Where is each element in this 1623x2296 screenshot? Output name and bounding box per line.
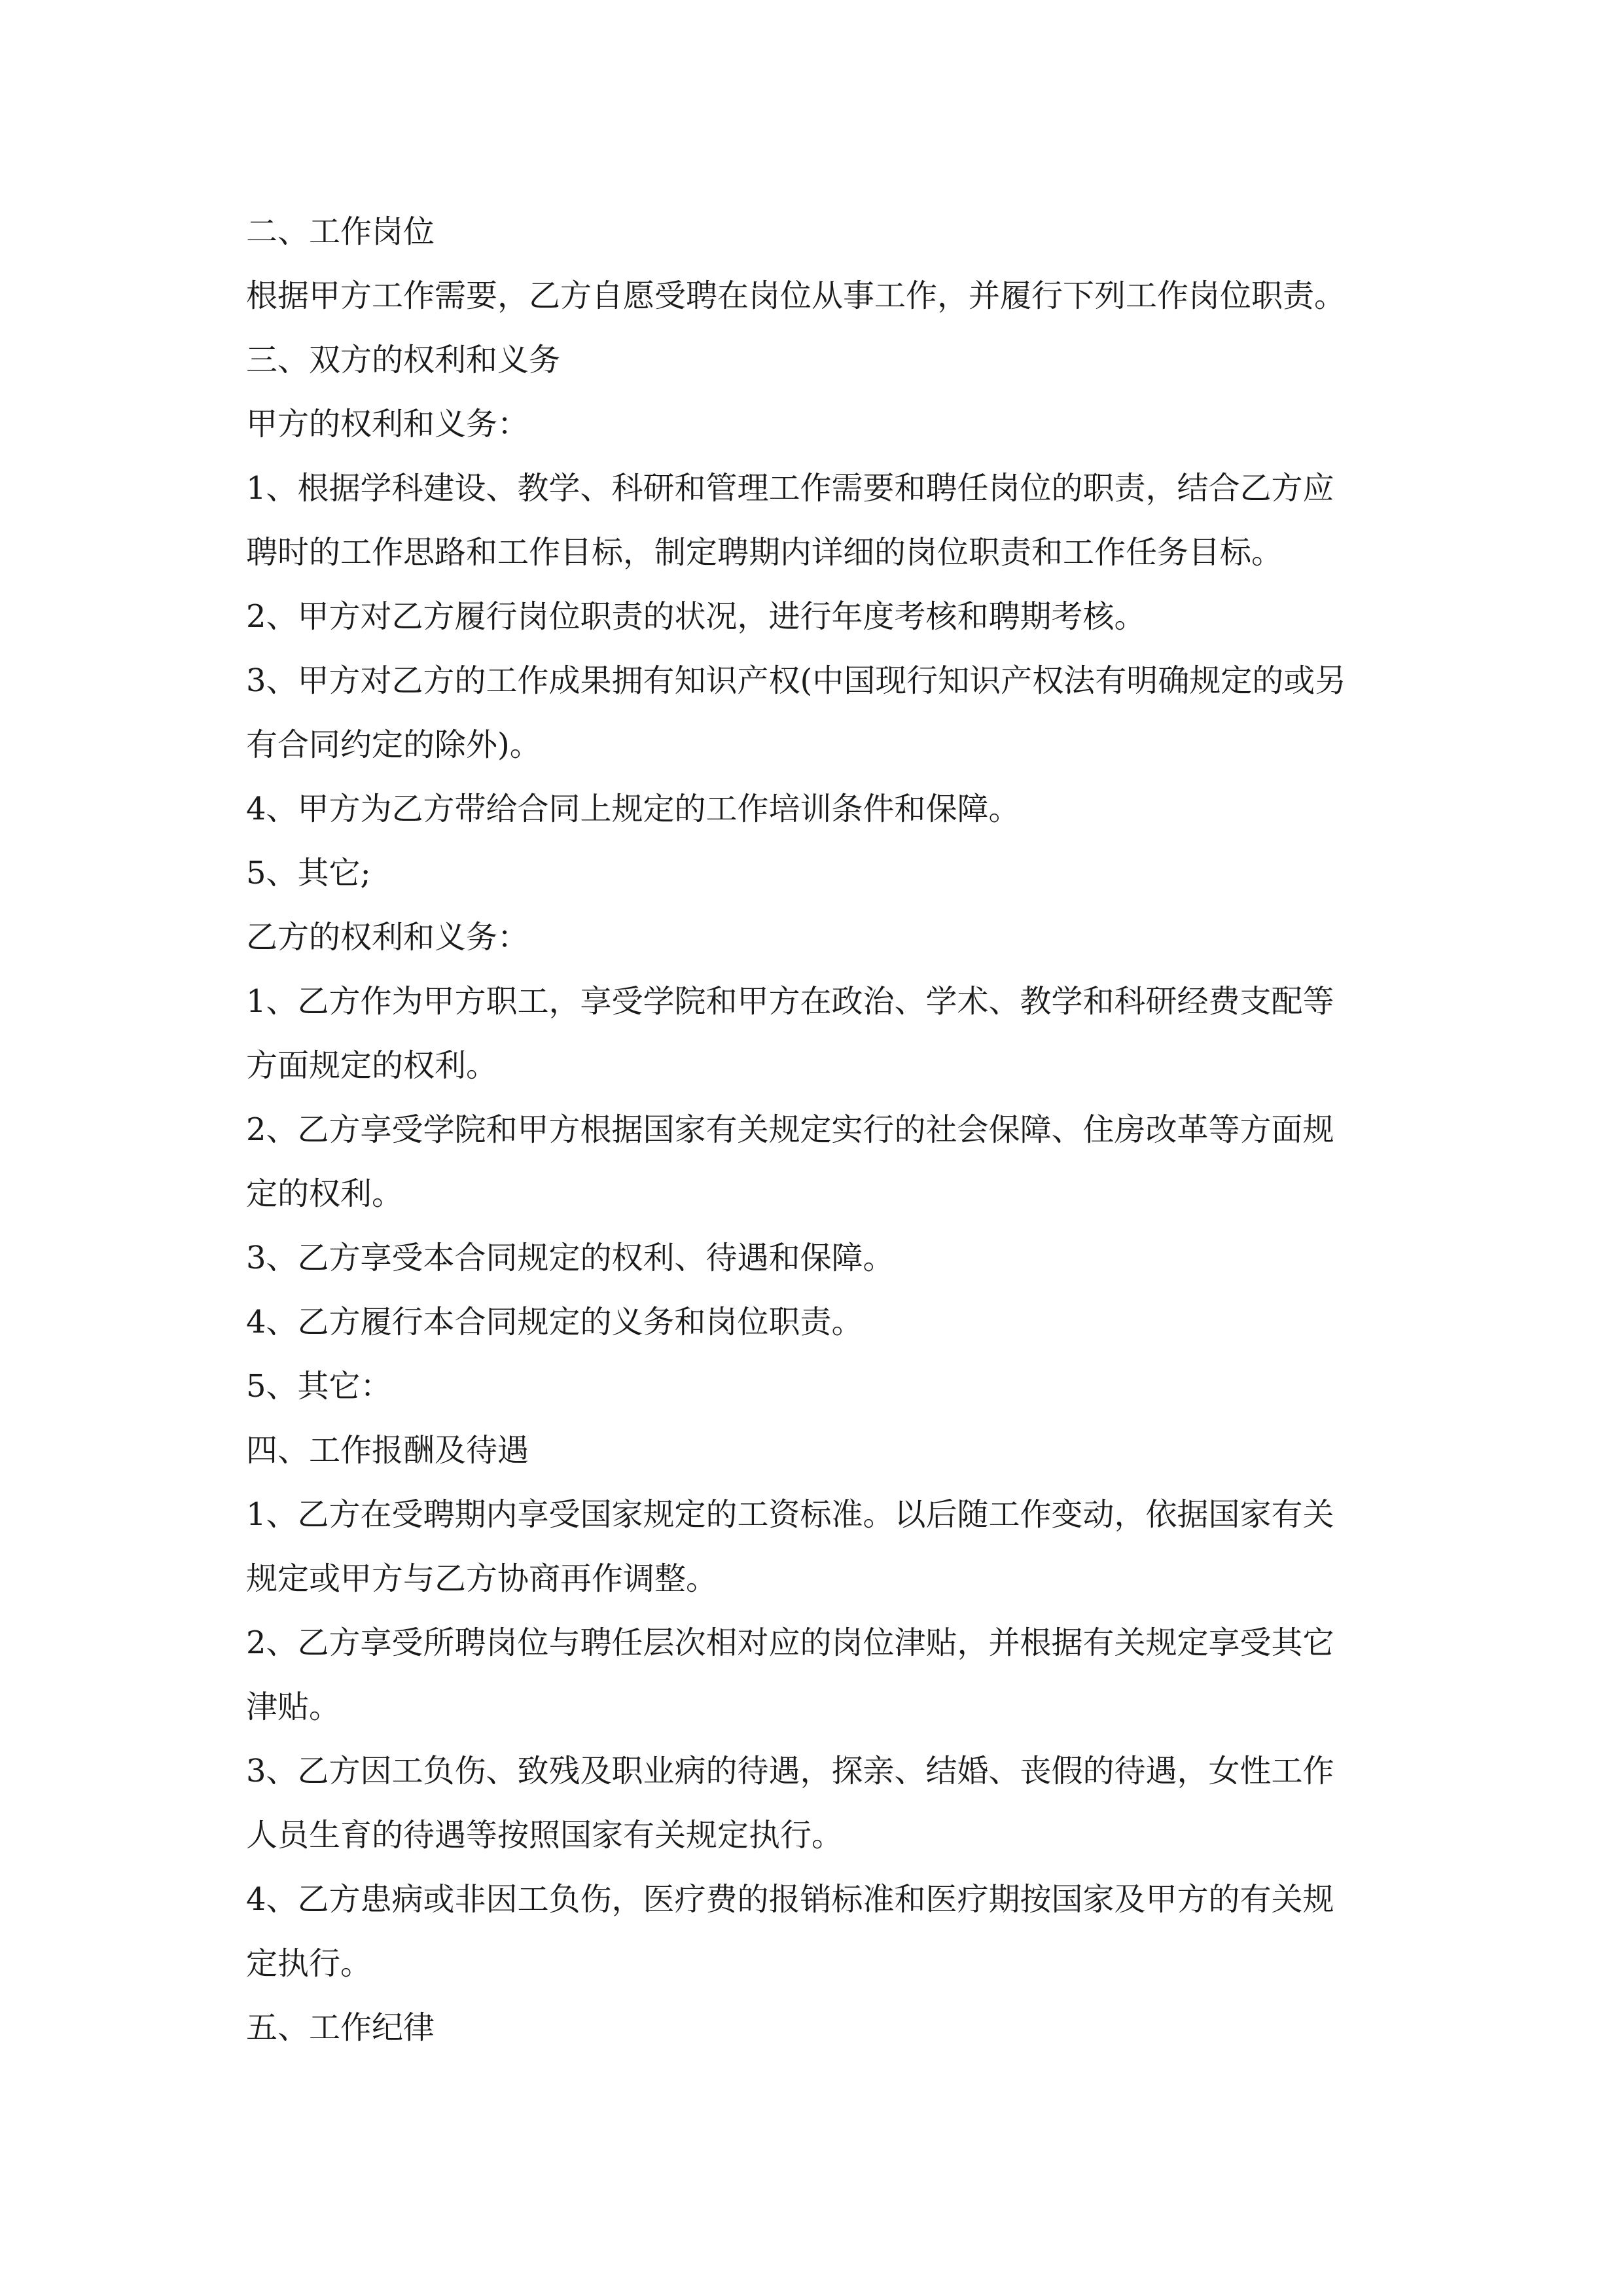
- paragraph-text: 方面规定的权利。: [246, 1047, 498, 1084]
- paragraph-text: 4、乙方患病或非因工负伤，医疗费的报销标准和医疗期按国家及甲方的有关规: [246, 1881, 1334, 1918]
- paragraph-text: 人员生育的待遇等按照国家有关规定执行。: [246, 1817, 844, 1854]
- paragraph-text: 2、甲方对乙方履行岗位职责的状况，进行年度考核和聘期考核。: [246, 598, 1146, 635]
- section-heading-compensation: 四、工作报酬及待遇: [246, 1432, 529, 1469]
- paragraph-text: 5、其它：: [246, 1368, 392, 1405]
- section-heading-work-discipline: 五、工作纪律: [246, 2009, 435, 2046]
- paragraph-text: 1、乙方作为甲方职工，享受学院和甲方在政治、学术、教学和科研经费支配等: [246, 983, 1334, 1020]
- subheading-party-a: 甲方的权利和义务：: [246, 406, 529, 442]
- paragraph-text: 2、乙方享受所聘岗位与聘任层次相对应的岗位津贴，并根据有关规定享受其它: [246, 1624, 1334, 1661]
- paragraph-text: 聘时的工作思路和工作目标，制定聘期内详细的岗位职责和工作任务目标。: [246, 534, 1283, 571]
- paragraph-text: 5、其它;: [246, 855, 371, 891]
- paragraph-text: 3、乙方享受本合同规定的权利、待遇和保障。: [246, 1240, 895, 1276]
- subheading-party-b: 乙方的权利和义务：: [246, 919, 529, 956]
- paragraph-text: 定执行。: [246, 1945, 372, 1982]
- paragraph-text: 规定或甲方与乙方协商再作调整。: [246, 1560, 718, 1597]
- paragraph-text: 定的权利。: [246, 1175, 404, 1212]
- paragraph-text: 3、甲方对乙方的工作成果拥有知识产权(中国现行知识产权法有明确规定的或另: [246, 662, 1347, 699]
- paragraph-text: 1、根据学科建设、教学、科研和管理工作需要和聘任岗位的职责，结合乙方应: [246, 470, 1334, 507]
- paragraph-text: 4、甲方为乙方带给合同上规定的工作培训条件和保障。: [246, 791, 1020, 827]
- paragraph-text: 2、乙方享受学院和甲方根据国家有关规定实行的社会保障、住房改革等方面规: [246, 1111, 1334, 1148]
- paragraph-text: 津贴。: [246, 1689, 341, 1725]
- paragraph-text: 根据甲方工作需要，乙方自愿受聘在岗位从事工作，并履行下列工作岗位职责。: [246, 278, 1346, 314]
- paragraph-text: 3、乙方因工负伤、致残及职业病的待遇，探亲、结婚、丧假的待遇，女性工作: [246, 1753, 1334, 1789]
- paragraph-text: 有合同约定的除外)。: [246, 726, 541, 763]
- paragraph-text: 1、乙方在受聘期内享受国家规定的工资标准。以后随工作变动，依据国家有关: [246, 1496, 1334, 1533]
- section-heading-rights-obligations: 三、双方的权利和义务: [246, 342, 561, 378]
- document-body: [246, 200, 1398, 2060]
- section-heading-job-position: 二、工作岗位: [246, 213, 435, 250]
- paragraph-text: 4、乙方履行本合同规定的义务和岗位职责。: [246, 1304, 863, 1340]
